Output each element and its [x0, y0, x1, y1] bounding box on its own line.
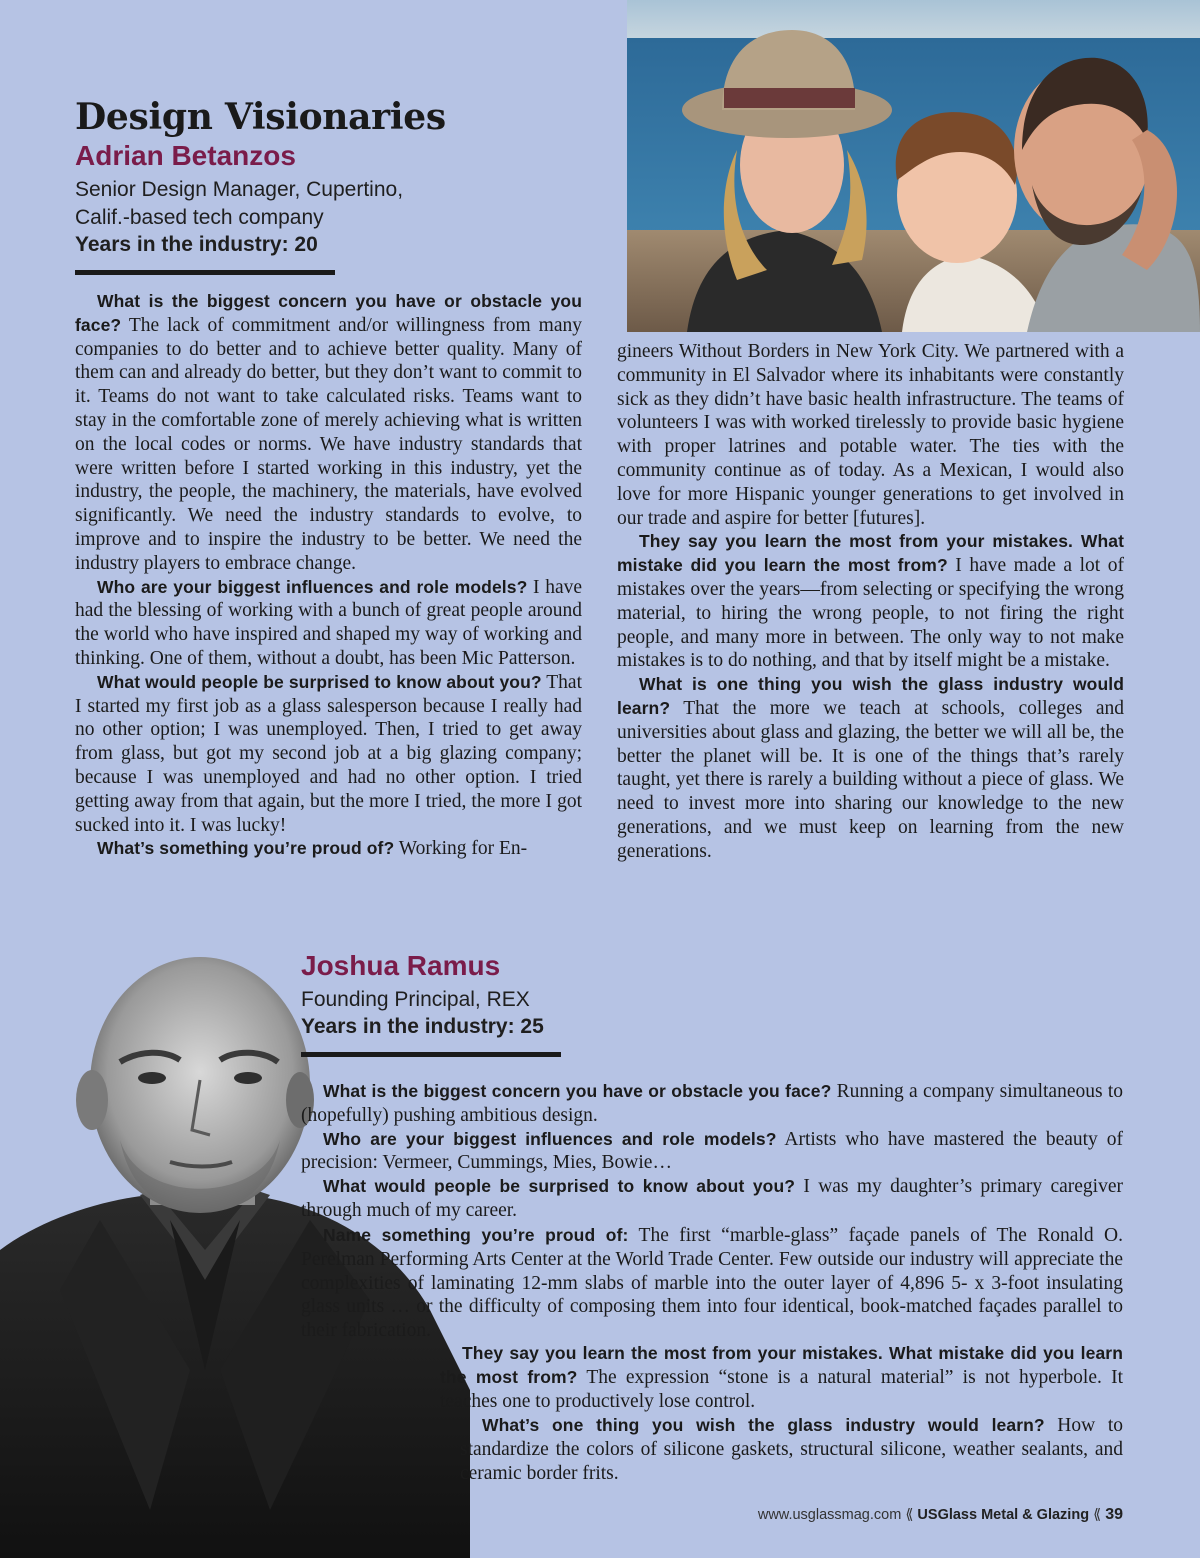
question: What is one thing you wish the glass industry would learn? [617, 674, 1124, 718]
answer: Running a company simultaneous to (hopefully) pushing ambitious design. [301, 1081, 1123, 1126]
question: They say you learn the most from your mistakes. What mistake did you learn the most from? [617, 531, 1124, 576]
profile2-text-wrap [301, 1224, 1123, 1343]
profile2-text [301, 1080, 1123, 1223]
question: Who are your biggest influences and role models? [323, 1128, 777, 1149]
answer: The first “marble-glass” façade panels of The Ronald O. Perelman Performing Arts Center at the World Trade Center. Few outside our industry will appreciate the complexities of laminating 12-mm slabs of marble into the outer layer of 4,896 5- x 3-foot insulating glass units … or the difficulty of composing them into four identical, book-matched façades parallel to their fabrication. [301, 1225, 1123, 1342]
answer: I have had the blessing of working with a bunch of great people around the world who have inspired and shaped my way of working and thinking. One of them, without a doubt, has been Mic Patterson. [75, 576, 582, 669]
profile-role-line: Senior Design Manager, Cupertino, [75, 178, 404, 201]
question: Who are your biggest influences and role models? [97, 576, 528, 597]
profile-name: Joshua Ramus [301, 950, 501, 981]
qa-paragraph [301, 1128, 1123, 1176]
profile1-column-left [75, 290, 582, 916]
divider-rule [301, 1052, 561, 1057]
qa-paragraph [75, 576, 582, 671]
answer: The expression “stone is a natural material” is not hyperbole. It teaches one to productively lose control. [440, 1366, 1124, 1412]
qa-paragraph [440, 1342, 1123, 1413]
family-photo [627, 0, 1200, 332]
profile2-text-wrap-3 [460, 1414, 1123, 1485]
footer-separator: ⟪ [1093, 1507, 1102, 1523]
answer: I have made a lot of mistakes over the years—from selecting or specifying the wrong material, to hiring the wrong people, to not firing the right people, and many more in between. The only way to not make mistakes is to do nothing, and that by itself might be a mistake. [617, 555, 1124, 672]
footer-url: www.usglassmag.com [757, 1507, 902, 1523]
answer-continued: gineers Without Borders in New York City. We partnered with a community in El Salvador where its inhabitants were constantly sick as they didn’t have basic health infrastructure. The teams of volunteers I was with worked tirelessly to provide basic hygiene with proper latrines and potable water. The ties with the community continue as of today. As a Mexican, I would also love for more Hispanic younger generations to get involved in our trade and aspire for better [futures]. [617, 341, 1124, 529]
footer-separator: ⟪ [905, 1507, 914, 1523]
qa-paragraph [75, 837, 582, 861]
profile1-column-right [617, 340, 1124, 916]
answer: The lack of commitment and/or willingness from many companies to do better and to achieve better quality. Many of them can and already do better, but they don’t want to commit to it. Teams do not want to take calculated risks. Teams want to stay in the comfortable zone of merely achieving what is written on the local codes or norms. We have industry standards that were written before I started working in this industry, yet the industry, the people, the machinery, the materials, have evolved significantly. We need the industry standards to evolve, to improve and to inspire the industry to be better. We need the industry players to embrace change. [75, 314, 582, 574]
question: They say you learn the most from your mistakes. What mistake did you learn the most from? [440, 1343, 1123, 1387]
page-number: 39 [1105, 1506, 1123, 1523]
qa-paragraph [75, 290, 582, 576]
qa-paragraph [617, 530, 1124, 673]
qa-paragraph [301, 1080, 1123, 1128]
qa-paragraph [75, 671, 582, 838]
qa-paragraph [301, 1224, 1123, 1343]
profile-role-line: Calif.-based tech company [75, 206, 324, 229]
qa-paragraph [460, 1414, 1123, 1485]
answer: How to standardize the colors of silicone gaskets, structural silicone, weather sealants, and ceramic border frits. [460, 1415, 1123, 1484]
profile-name: Adrian Betanzos [75, 140, 296, 171]
family-photo-illustration [627, 0, 1200, 332]
page-footer [758, 1506, 1123, 1524]
years-in-industry: Years in the industry: 20 [75, 233, 318, 256]
profile2-text-wrap-2 [440, 1342, 1123, 1413]
answer: That the more we teach at schools, colleges and universities about glass and glazing, the better we will all be, the better the planet will be. It is one of the things that’s rarely taught, yet there is rarely a building without a piece of glass. We need to invest more into sharing our knowledge to the new generations, and we must keep on learning from the new generations. [617, 697, 1124, 862]
divider-rule [75, 270, 335, 275]
qa-paragraph [617, 673, 1124, 863]
answer: That I started my first job as a glass salesperson because I really had no other option; I was unemployed. Then, I tried to get away from glass, but got my second job at a big glazing company; because I was unemployed and had no other option. I tried getting away from that again, but the more I tried, the more I got sucked into it. I was lucky! [75, 671, 582, 836]
answer: Artists who have mastered the beauty of precision: Vermeer, Cummings, Mies, Bowie… [301, 1128, 1123, 1174]
profile-role [75, 176, 403, 232]
question: What’s something you’re proud of? [97, 838, 395, 859]
question: What is the biggest concern you have or obstacle you face? [75, 291, 582, 335]
answer: I was my daughter’s primary caregiver through much of my career. [301, 1176, 1123, 1221]
question: What would people be surprised to know about you? [323, 1176, 796, 1197]
section-title: Design Visionaries [75, 96, 446, 138]
footer-magazine: USGlass Metal & Glazing [917, 1507, 1090, 1523]
answer-start: Working for En- [394, 838, 528, 860]
question: What’s one thing you wish the glass industry would learn? [482, 1415, 1045, 1435]
question: What is the biggest concern you have or obstacle you face? [323, 1081, 832, 1101]
question: What would people be surprised to know about you? [97, 671, 542, 692]
years-in-industry: Years in the industry: 25 [301, 1015, 544, 1038]
qa-paragraph-continued [617, 340, 1124, 530]
question: Name something you’re proud of: [323, 1225, 629, 1245]
profile-role: Founding Principal, REX [301, 988, 530, 1011]
qa-paragraph [301, 1175, 1123, 1223]
